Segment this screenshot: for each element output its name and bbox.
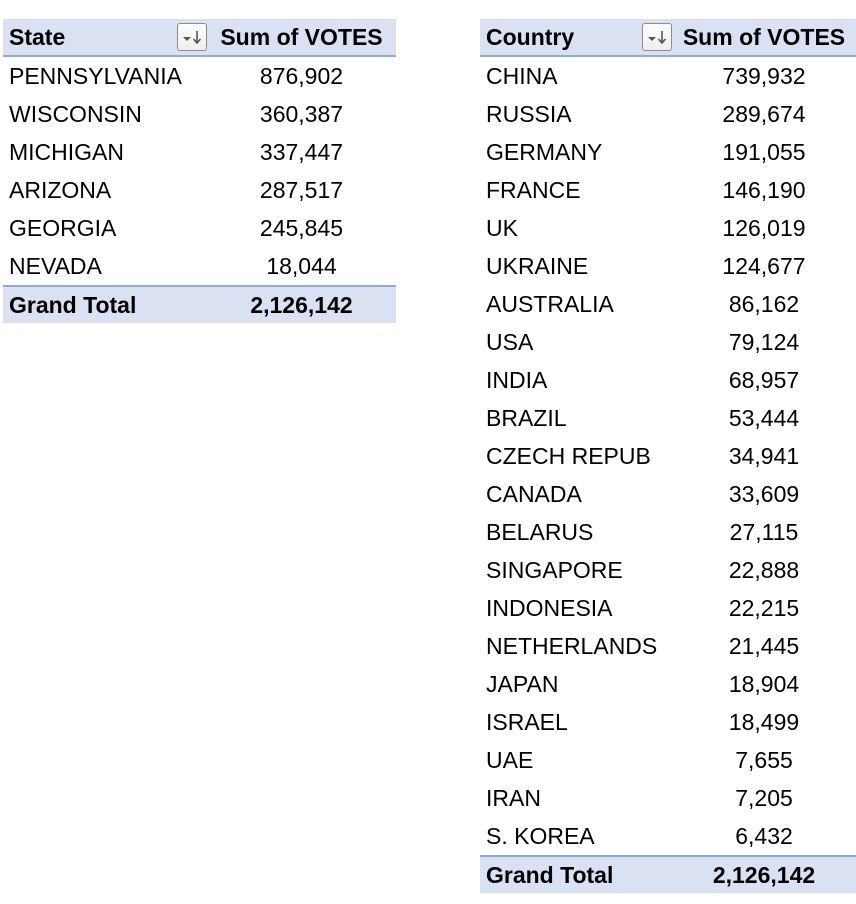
country-row-header: Country [486, 23, 575, 50]
country-table-row [480, 399, 856, 437]
state-row-label: MICHIGAN [9, 138, 124, 165]
state-filter-button[interactable] [177, 23, 207, 51]
country-row-value: 27,115 [729, 518, 799, 545]
country-row-label: CANADA [486, 480, 582, 507]
country-row-label: USA [486, 328, 534, 355]
country-row-label: AUSTRALIA [486, 290, 614, 317]
country-row-label: UAE [486, 746, 534, 773]
country-row-label: INDIA [486, 366, 548, 393]
country-row-value: 7,205 [735, 784, 793, 811]
state-grand-total-row [3, 285, 396, 323]
state-table-row [3, 57, 396, 95]
state-row-label: NEVADA [9, 252, 102, 279]
country-row-value: 18,904 [728, 670, 800, 697]
country-row-value: 79,124 [728, 328, 800, 355]
country-table-row [480, 741, 856, 779]
country-table-row [480, 817, 856, 855]
country-table-row [480, 627, 856, 665]
state-table-row [3, 95, 396, 133]
country-row-value: 126,019 [722, 214, 806, 241]
country-table-row [480, 361, 856, 399]
country-table-row [480, 551, 856, 589]
state-row-value: 18,044 [266, 252, 337, 279]
state-row-value: 337,447 [259, 138, 344, 165]
country-filter-button[interactable] [642, 23, 672, 51]
country-grand-total-row [480, 855, 856, 893]
state-row-value: 360,387 [259, 100, 344, 127]
country-table-row [480, 171, 856, 209]
country-pivot-table [480, 19, 856, 893]
state-pivot-header-row [3, 19, 396, 57]
country-row-value: 124,677 [722, 252, 806, 279]
country-row-value: 191,055 [722, 138, 806, 165]
country-row-label: INDONESIA [486, 594, 613, 621]
state-row-value: 245,845 [259, 214, 344, 241]
country-row-value: 86,162 [728, 290, 800, 317]
country-row-value: 739,932 [722, 62, 806, 89]
state-row-value: 876,902 [259, 62, 344, 89]
country-row-label: CZECH REPUB [486, 442, 651, 469]
country-row-label: GERMANY [486, 138, 603, 165]
country-rows [480, 57, 856, 855]
country-row-value: 22,888 [728, 556, 800, 583]
country-row-label: NETHERLANDS [486, 632, 658, 659]
country-row-value: 34,941 [728, 442, 800, 469]
state-header-cell [3, 23, 207, 51]
country-table-row [480, 247, 856, 285]
country-row-value: 53,444 [728, 404, 800, 431]
country-table-row [480, 513, 856, 551]
country-table-row [480, 779, 856, 817]
state-pivot-table [3, 19, 396, 323]
state-grand-total-value: 2,126,142 [250, 291, 353, 318]
country-row-value: 33,609 [728, 480, 800, 507]
country-row-label: JAPAN [486, 670, 559, 697]
state-rows [3, 57, 396, 285]
country-row-value: 68,957 [728, 366, 800, 393]
state-row-label: ARIZONA [9, 176, 112, 203]
filter-dropdown-icon [181, 29, 203, 45]
country-table-row [480, 437, 856, 475]
country-grand-total-value: 2,126,142 [712, 861, 816, 888]
state-table-row [3, 247, 396, 285]
country-grand-total-label: Grand Total [486, 861, 614, 888]
country-row-label: CHINA [486, 62, 558, 89]
state-table-row [3, 133, 396, 171]
country-row-label: BELARUS [486, 518, 594, 545]
state-row-label: WISCONSIN [9, 100, 142, 127]
country-value-header: Sum of VOTES [682, 23, 846, 50]
country-row-label: BRAZIL [486, 404, 567, 431]
country-header-cell [480, 23, 672, 51]
state-grand-total-label: Grand Total [9, 291, 137, 318]
state-row-label: GEORGIA [9, 214, 117, 241]
country-table-row [480, 323, 856, 361]
country-row-label: UK [486, 214, 518, 241]
state-table-row [3, 171, 396, 209]
state-row-header: State [9, 23, 66, 50]
country-table-row [480, 95, 856, 133]
filter-dropdown-icon [646, 29, 668, 45]
country-row-value: 7,655 [735, 746, 793, 773]
country-table-row [480, 589, 856, 627]
country-row-label: SINGAPORE [486, 556, 623, 583]
country-pivot-header-row [480, 19, 856, 57]
state-row-label: PENNSYLVANIA [9, 62, 182, 89]
state-value-header: Sum of VOTES [220, 23, 383, 50]
country-row-value: 289,674 [722, 100, 806, 127]
country-row-label: UKRAINE [486, 252, 589, 279]
country-table-row [480, 285, 856, 323]
country-row-value: 22,215 [728, 594, 800, 621]
state-row-value: 287,517 [259, 176, 344, 203]
country-row-label: FRANCE [486, 176, 581, 203]
country-table-row [480, 475, 856, 513]
country-row-label: IRAN [486, 784, 541, 811]
country-table-row [480, 57, 856, 95]
country-row-value: 18,499 [728, 708, 800, 735]
country-row-label: ISRAEL [486, 708, 568, 735]
country-table-row [480, 209, 856, 247]
country-table-row [480, 133, 856, 171]
country-table-row [480, 665, 856, 703]
country-row-label: RUSSIA [486, 100, 572, 127]
country-row-value: 146,190 [722, 176, 806, 203]
country-table-row [480, 703, 856, 741]
country-row-label: S. KOREA [486, 822, 595, 849]
state-table-row [3, 209, 396, 247]
country-row-value: 21,445 [728, 632, 800, 659]
country-row-value: 6,432 [735, 822, 793, 849]
